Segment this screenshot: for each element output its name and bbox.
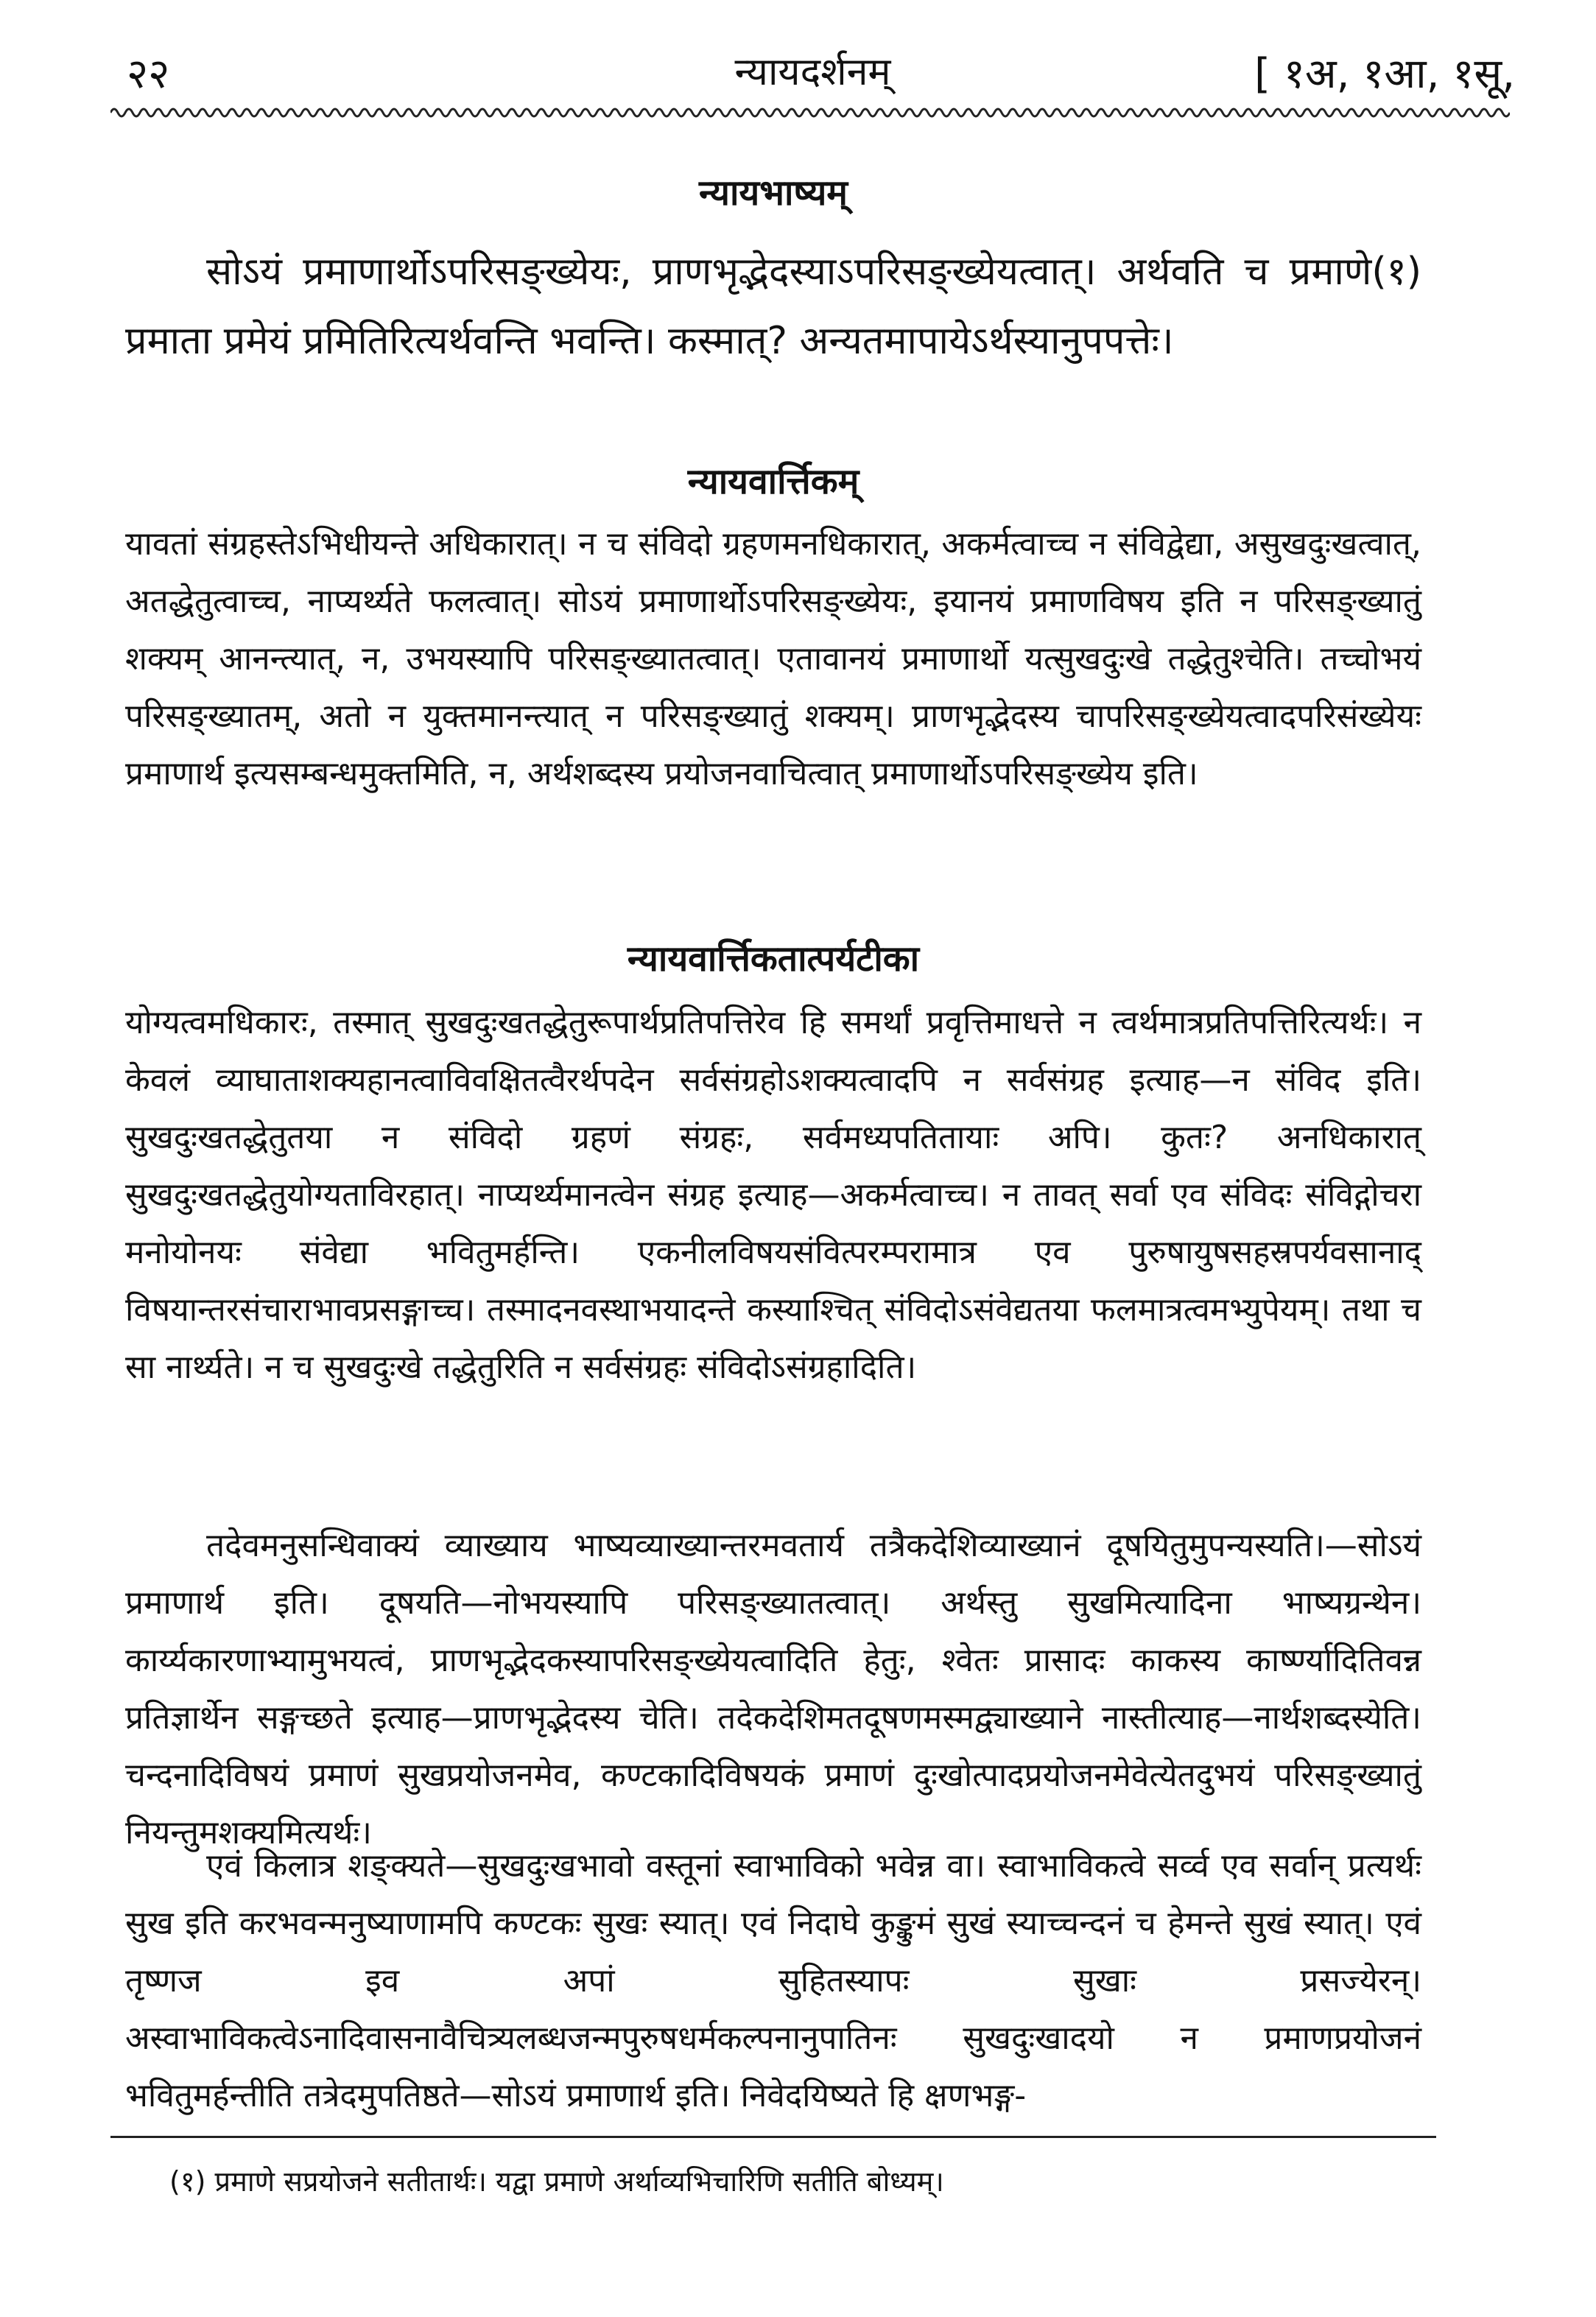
tika-paragraph: योग्यत्वमधिकारः, तस्मात् सुखदुःखतद्धेतुरूपार्थप्रतिपत्तिरेव हि समर्थां प्रवृत्तिमाधत्ते न त्वर्थमात्रप्रतिपत्तिरित्यर्थः। न केवलं व्याघाताशक्यहानत्वाविवक्षितत्वैरर्थपदेन सर्वसंग्रहोऽशक्यत्वादपि न सर्वसंग्रह इत्याह—न संविद इति। सुखदुःखतद्धेतुतया न संविदो ग्रहणं संग्रहः, सर्वमध्यपतितायाः अपि। कुतः? अनधिकारात् सुखदुःखतद्धेतुयोग्यताविरहात्। नाप्यर्थ्यमानत्वेन संग्रह इत्याह—अकर्मत्वाच्च। न तावत् सर्वा एव संविदः संविद्गोचरा मनोयोनयः संवेद्या भवितुमर्हन्ति। एकनीलविषयसंवित्परम्परामात्र एव पुरुषायुषसहस्रपर्यवसानाद् विषयान्तरसंचाराभावप्रसङ्गाच्च। तस्मादनवस्थाभयादन्ते कस्याश्चित् संविदोऽसंवेद्यतया फलमात्रत्वमभ्युपेयम्। तथा च सा नार्थ्यते। न च सुखदुःखे तद्धेतुरिति न सर्वसंग्रहः संविदोऽसंग्रहादिति। xyxy=(125,1004,1421,1386)
section-heading-varttika: न्यायवार्त्तिकम् xyxy=(687,461,859,502)
page-number: २२ xyxy=(127,50,170,98)
wavy-divider xyxy=(110,102,1510,124)
section-heading-bhashya: न्यायभाष्यम् xyxy=(698,172,848,214)
bhashya-text: सोऽयं प्रमाणार्थोऽपरिसङ्ख्येयः, प्राणभृद्भेदस्याऽपरिसङ्ख्येयत्वात्। अर्थवति च प्रमाणे(१) प्रमाता प्रमेयं प्रमितिरित्यर्थवन्ति भवन्ति। कस्मात्? अन्यतमापायेऽर्थस्यानुपपत्तेः। xyxy=(125,250,1421,363)
running-header xyxy=(110,38,1515,97)
tika-paragraph: एवं किलात्र शङ्क्यते—सुखदुःखभावो वस्तूनां स्वाभाविको भवेन्न वा। स्वाभाविकत्वे सर्व्व एव सर्वान् प्रत्यर्थः सुख इति करभवन्मनुष्याणामपि कण्टकः सुखः स्यात्। एवं निदाघे कुङ्कुमं सुखं स्याच्चन्दनं च हेमन्ते सुखं स्यात्। एवं तृष्णज इव अपां सुहितस्यापः सुखाः प्रसज्येरन्। अस्वाभाविकत्वेऽनादिवासनावैचित्र्यलब्धजन्मपुरुषधर्मकल्पनानुपातिनः सुखदुःखादयो न प्रमाणप्रयोजनं भवितुमर्हन्तीति तत्रेदमुपतिष्ठते—सोऽयं प्रमाणार्थ इति। निवेदयिष्यते हि क्षणभङ्ग- xyxy=(125,1847,1421,2114)
varttika-text: यावतां संग्रहस्तेऽभिधीयन्ते अधिकारात्। न च संविदो ग्रहणमनधिकारात्, अकर्मत्वाच्च न संविद्वेद्या, असुखदुःखत्वात्, अतद्धेतुत्वाच्च, नाप्यर्थ्यते फलत्वात्। सोऽयं प्रमाणार्थोऽपरिसङ्ख्येयः, इयानयं प्रमाणविषय इति न परिसङ्ख्यातुं शक्यम् आनन्त्यात्, न, उभयस्यापि परिसङ्ख्यातत्वात्। एतावानयं प्रमाणार्थो यत्सुखदुःखे तद्धेतुश्चेति। तच्चोभयं परिसङ्ख्यातम्, अतो न युक्तमानन्त्यात् न परिसङ्ख्यातुं शक्यम्। प्राणभृद्भेदस्य चापरिसङ्ख्येयत्वादपरिसंख्येयः प्रमाणार्थ इत्यसम्बन्धमुक्तमिति, न, अर्थशब्दस्य प्रयोजनवाचित्वात् प्रमाणार्थोऽपरिसङ्ख्येय इति। xyxy=(125,525,1421,792)
footnote: (१) प्रमाणे सप्रयोजने सतीतार्थः। यद्वा प्रमाणे अर्थाव्यभिचारिणि सतीति बोध्यम्। xyxy=(169,2165,944,2198)
section-reference: [ १अ, १आ, १सू, xyxy=(1254,50,1515,98)
running-title: न्यायदर्शनम् xyxy=(734,50,891,94)
tika-paragraph: तदेवमनुसन्धिवाक्यं व्याख्याय भाष्यव्याख्यान्तरमवतार्य तत्रैकदेशिव्याख्यानं दूषयितुमुपन्यस्यति।—सोऽयं प्रमाणार्थ इति। दूषयति—नोभयस्यापि परिसङ्ख्यातत्वात्। अर्थस्तु सुखमित्यादिना भाष्यग्रन्थेन। कार्य्यकारणाभ्यामुभयत्वं, प्राणभृद्भेदकस्यापरिसङ्ख्येयत्वादिति हेतुः, श्वेतः प्रासादः काकस्य कार्ष्ण्यादितिवन्न प्रतिज्ञार्थेन सङ्गच्छते इत्याह—प्राणभृद्भेदस्य चेति। तदेकदेशिमतदूषणमस्मद्व्याख्याने नास्तीत्याह—नार्थशब्दस्येति। चन्दनादिविषयं प्रमाणं सुखप्रयोजनमेव, कण्टकादिविषयकं प्रमाणं दुःखोत्पादप्रयोजनमेवेत्येतदुभयं परिसङ्ख्यातुं नियन्तुमशक्यमित्यर्थः। xyxy=(125,1527,1421,1852)
footnote-rule xyxy=(110,2136,1436,2138)
section-heading-tika: न्यायवार्त्तिकतात्पर्यटीका xyxy=(627,938,920,980)
